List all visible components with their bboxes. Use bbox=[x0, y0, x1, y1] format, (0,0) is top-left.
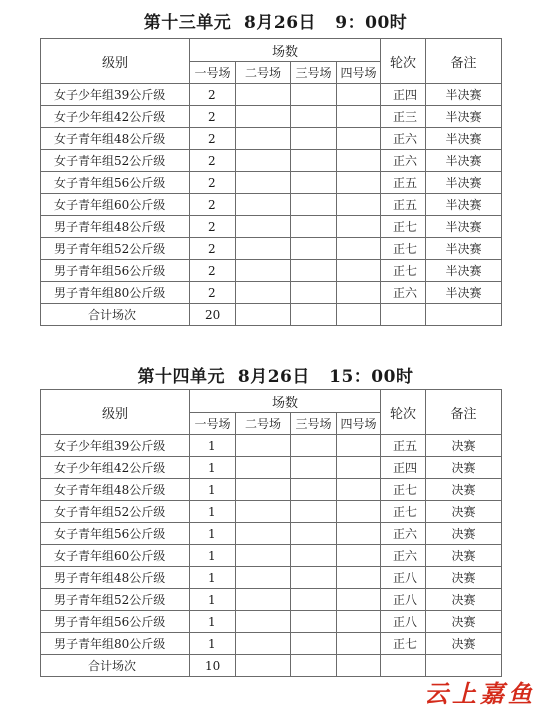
category-cell: 女子少年组39公斤级 bbox=[41, 435, 190, 457]
table-row bbox=[41, 238, 502, 260]
note-cell: 半决赛 bbox=[426, 84, 502, 106]
empty-cell bbox=[337, 304, 381, 326]
note-header: 备注 bbox=[426, 39, 502, 84]
table-row bbox=[41, 128, 502, 150]
table-row bbox=[41, 523, 502, 545]
category-cell: 男子青年组80公斤级 bbox=[41, 633, 190, 655]
watermark-logo: 云上嘉鱼 bbox=[424, 679, 536, 708]
round-cell: 正三 bbox=[381, 106, 426, 128]
venue-3-count-cell bbox=[291, 545, 337, 567]
venue-3-count-cell bbox=[291, 282, 337, 304]
venue-4-count-cell bbox=[337, 501, 381, 523]
venue-2-count-cell bbox=[236, 260, 291, 282]
category-cell: 女子青年组56公斤级 bbox=[41, 523, 190, 545]
empty-cell bbox=[236, 655, 291, 677]
venue-2-count-cell bbox=[236, 633, 291, 655]
venue-4-count-cell bbox=[337, 435, 381, 457]
venue-1-count-cell: 2 bbox=[190, 260, 236, 282]
note-cell: 半决赛 bbox=[426, 260, 502, 282]
venue-1-count-cell: 2 bbox=[190, 84, 236, 106]
category-header: 级别 bbox=[41, 39, 190, 84]
venue-1-count-cell: 1 bbox=[190, 633, 236, 655]
unit-14-title: 第十四单元 8月26日 15：00时 bbox=[137, 367, 414, 387]
venue-2-count-cell bbox=[236, 172, 291, 194]
unit-13-schedule-table bbox=[40, 38, 502, 326]
empty-cell bbox=[426, 304, 502, 326]
table-row bbox=[41, 457, 502, 479]
round-cell: 正八 bbox=[381, 589, 426, 611]
category-cell: 女子青年组60公斤级 bbox=[41, 545, 190, 567]
category-cell: 女子青年组52公斤级 bbox=[41, 501, 190, 523]
table-row bbox=[41, 172, 502, 194]
venue-4-count-cell bbox=[337, 84, 381, 106]
round-cell: 正七 bbox=[381, 260, 426, 282]
round-cell: 正六 bbox=[381, 545, 426, 567]
venue-2-count-cell bbox=[236, 194, 291, 216]
total-label-cell: 合计场次 bbox=[41, 304, 190, 326]
note-cell: 决赛 bbox=[426, 589, 502, 611]
venue-2-count-cell bbox=[236, 501, 291, 523]
venue-1-count-cell: 2 bbox=[190, 282, 236, 304]
venue-4-count-cell bbox=[337, 523, 381, 545]
venue-3-count-cell bbox=[291, 84, 337, 106]
venue-2-count-cell bbox=[236, 106, 291, 128]
note-cell: 决赛 bbox=[426, 501, 502, 523]
note-cell: 决赛 bbox=[426, 611, 502, 633]
venue-1-count-cell: 1 bbox=[190, 589, 236, 611]
note-cell: 半决赛 bbox=[426, 106, 502, 128]
venue-2-count-cell bbox=[236, 589, 291, 611]
venue-1-header: 一号场 bbox=[190, 62, 236, 84]
venue-4-count-cell bbox=[337, 128, 381, 150]
venue-4-header: 四号场 bbox=[337, 62, 381, 84]
venue-1-count-cell: 2 bbox=[190, 128, 236, 150]
round-header: 轮次 bbox=[381, 390, 426, 435]
round-cell: 正四 bbox=[381, 84, 426, 106]
venue-1-count-cell: 2 bbox=[190, 150, 236, 172]
category-cell: 男子青年组48公斤级 bbox=[41, 216, 190, 238]
total-value-cell: 20 bbox=[190, 304, 236, 326]
venues-group-header: 场数 bbox=[190, 390, 381, 413]
venue-2-count-cell bbox=[236, 479, 291, 501]
header-row bbox=[41, 39, 502, 62]
total-label-cell: 合计场次 bbox=[41, 655, 190, 677]
table-row bbox=[41, 435, 502, 457]
unit-14-schedule-table bbox=[40, 389, 502, 677]
note-cell: 半决赛 bbox=[426, 128, 502, 150]
venue-1-count-cell: 2 bbox=[190, 172, 236, 194]
venue-4-count-cell bbox=[337, 106, 381, 128]
empty-cell bbox=[381, 304, 426, 326]
round-cell: 正五 bbox=[381, 435, 426, 457]
note-cell: 决赛 bbox=[426, 633, 502, 655]
venue-4-count-cell bbox=[337, 457, 381, 479]
venue-1-count-cell: 2 bbox=[190, 106, 236, 128]
venue-1-count-cell: 2 bbox=[190, 216, 236, 238]
category-cell: 男子青年组52公斤级 bbox=[41, 589, 190, 611]
venue-4-count-cell bbox=[337, 282, 381, 304]
venue-1-count-cell: 1 bbox=[190, 567, 236, 589]
note-cell: 决赛 bbox=[426, 435, 502, 457]
venue-3-count-cell bbox=[291, 150, 337, 172]
category-cell: 女子少年组39公斤级 bbox=[41, 84, 190, 106]
note-header: 备注 bbox=[426, 390, 502, 435]
venue-2-count-cell bbox=[236, 435, 291, 457]
venue-4-count-cell bbox=[337, 172, 381, 194]
venue-3-count-cell bbox=[291, 589, 337, 611]
note-cell: 半决赛 bbox=[426, 216, 502, 238]
venue-2-count-cell bbox=[236, 523, 291, 545]
venue-3-count-cell bbox=[291, 479, 337, 501]
venue-3-count-cell bbox=[291, 567, 337, 589]
venue-1-count-cell: 2 bbox=[190, 194, 236, 216]
category-cell: 男子青年组52公斤级 bbox=[41, 238, 190, 260]
venue-4-count-cell bbox=[337, 479, 381, 501]
round-cell: 正四 bbox=[381, 457, 426, 479]
round-cell: 正六 bbox=[381, 150, 426, 172]
table-row bbox=[41, 501, 502, 523]
venue-2-count-cell bbox=[236, 282, 291, 304]
venue-1-count-cell: 1 bbox=[190, 435, 236, 457]
table-row bbox=[41, 567, 502, 589]
empty-cell bbox=[236, 304, 291, 326]
note-cell: 决赛 bbox=[426, 523, 502, 545]
venue-2-header: 二号场 bbox=[236, 62, 291, 84]
note-cell: 决赛 bbox=[426, 545, 502, 567]
venue-3-count-cell bbox=[291, 611, 337, 633]
venue-3-count-cell bbox=[291, 238, 337, 260]
category-cell: 女子青年组48公斤级 bbox=[41, 128, 190, 150]
round-cell: 正六 bbox=[381, 128, 426, 150]
venue-3-count-cell bbox=[291, 435, 337, 457]
table-row bbox=[41, 479, 502, 501]
venue-1-count-cell: 1 bbox=[190, 479, 236, 501]
venue-3-count-cell bbox=[291, 106, 337, 128]
category-cell: 男子青年组56公斤级 bbox=[41, 611, 190, 633]
table-row bbox=[41, 282, 502, 304]
note-cell: 决赛 bbox=[426, 479, 502, 501]
venue-2-count-cell bbox=[236, 457, 291, 479]
category-cell: 男子青年组48公斤级 bbox=[41, 567, 190, 589]
venue-4-header: 四号场 bbox=[337, 413, 381, 435]
category-header: 级别 bbox=[41, 390, 190, 435]
venue-1-count-cell: 1 bbox=[190, 501, 236, 523]
venue-4-count-cell bbox=[337, 260, 381, 282]
note-cell: 半决赛 bbox=[426, 238, 502, 260]
header-row bbox=[41, 390, 502, 413]
venue-2-count-cell bbox=[236, 216, 291, 238]
venue-4-count-cell bbox=[337, 633, 381, 655]
venue-3-count-cell bbox=[291, 633, 337, 655]
table-row bbox=[41, 545, 502, 567]
table-row bbox=[41, 611, 502, 633]
round-cell: 正六 bbox=[381, 282, 426, 304]
venue-2-header: 二号场 bbox=[236, 413, 291, 435]
total-value-cell: 10 bbox=[190, 655, 236, 677]
venue-2-count-cell bbox=[236, 611, 291, 633]
round-cell: 正七 bbox=[381, 216, 426, 238]
table-row bbox=[41, 216, 502, 238]
note-cell: 决赛 bbox=[426, 457, 502, 479]
venue-3-header: 三号场 bbox=[291, 413, 337, 435]
round-cell: 正八 bbox=[381, 567, 426, 589]
table-row bbox=[41, 150, 502, 172]
round-cell: 正七 bbox=[381, 479, 426, 501]
venue-4-count-cell bbox=[337, 567, 381, 589]
venue-3-count-cell bbox=[291, 457, 337, 479]
total-row bbox=[41, 304, 502, 326]
venue-1-header: 一号场 bbox=[190, 413, 236, 435]
category-cell: 女子少年组42公斤级 bbox=[41, 106, 190, 128]
note-cell: 半决赛 bbox=[426, 282, 502, 304]
venue-4-count-cell bbox=[337, 194, 381, 216]
category-cell: 女子青年组60公斤级 bbox=[41, 194, 190, 216]
category-cell: 女子少年组42公斤级 bbox=[41, 457, 190, 479]
category-cell: 女子青年组52公斤级 bbox=[41, 150, 190, 172]
table-row bbox=[41, 194, 502, 216]
venue-3-header: 三号场 bbox=[291, 62, 337, 84]
category-cell: 女子青年组56公斤级 bbox=[41, 172, 190, 194]
table-row bbox=[41, 633, 502, 655]
venue-4-count-cell bbox=[337, 238, 381, 260]
empty-cell bbox=[291, 655, 337, 677]
table-row bbox=[41, 260, 502, 282]
venue-2-count-cell bbox=[236, 545, 291, 567]
table-row bbox=[41, 589, 502, 611]
empty-cell bbox=[381, 655, 426, 677]
venue-3-count-cell bbox=[291, 523, 337, 545]
venue-1-count-cell: 1 bbox=[190, 523, 236, 545]
venue-2-count-cell bbox=[236, 128, 291, 150]
venue-3-count-cell bbox=[291, 216, 337, 238]
note-cell: 半决赛 bbox=[426, 150, 502, 172]
note-cell: 半决赛 bbox=[426, 194, 502, 216]
venue-1-count-cell: 1 bbox=[190, 457, 236, 479]
round-cell: 正五 bbox=[381, 172, 426, 194]
venue-3-count-cell bbox=[291, 501, 337, 523]
venue-4-count-cell bbox=[337, 589, 381, 611]
venue-2-count-cell bbox=[236, 150, 291, 172]
venue-4-count-cell bbox=[337, 216, 381, 238]
note-cell: 半决赛 bbox=[426, 172, 502, 194]
table-row bbox=[41, 84, 502, 106]
venue-4-count-cell bbox=[337, 545, 381, 567]
round-cell: 正七 bbox=[381, 633, 426, 655]
venue-4-count-cell bbox=[337, 150, 381, 172]
category-cell: 女子青年组48公斤级 bbox=[41, 479, 190, 501]
category-cell: 男子青年组80公斤级 bbox=[41, 282, 190, 304]
round-cell: 正七 bbox=[381, 501, 426, 523]
round-header: 轮次 bbox=[381, 39, 426, 84]
venue-3-count-cell bbox=[291, 194, 337, 216]
round-cell: 正八 bbox=[381, 611, 426, 633]
venue-3-count-cell bbox=[291, 172, 337, 194]
venue-1-count-cell: 1 bbox=[190, 611, 236, 633]
venue-2-count-cell bbox=[236, 84, 291, 106]
category-cell: 男子青年组56公斤级 bbox=[41, 260, 190, 282]
empty-cell bbox=[337, 655, 381, 677]
venue-1-count-cell: 2 bbox=[190, 238, 236, 260]
venue-3-count-cell bbox=[291, 260, 337, 282]
venue-2-count-cell bbox=[236, 567, 291, 589]
empty-cell bbox=[291, 304, 337, 326]
note-cell: 决赛 bbox=[426, 567, 502, 589]
round-cell: 正七 bbox=[381, 238, 426, 260]
table-row bbox=[41, 106, 502, 128]
venue-1-count-cell: 1 bbox=[190, 545, 236, 567]
venues-group-header: 场数 bbox=[190, 39, 381, 62]
round-cell: 正六 bbox=[381, 523, 426, 545]
unit-13-title: 第十三单元 8月26日 9：00时 bbox=[143, 13, 408, 33]
venue-2-count-cell bbox=[236, 238, 291, 260]
venue-3-count-cell bbox=[291, 128, 337, 150]
venue-4-count-cell bbox=[337, 611, 381, 633]
round-cell: 正五 bbox=[381, 194, 426, 216]
